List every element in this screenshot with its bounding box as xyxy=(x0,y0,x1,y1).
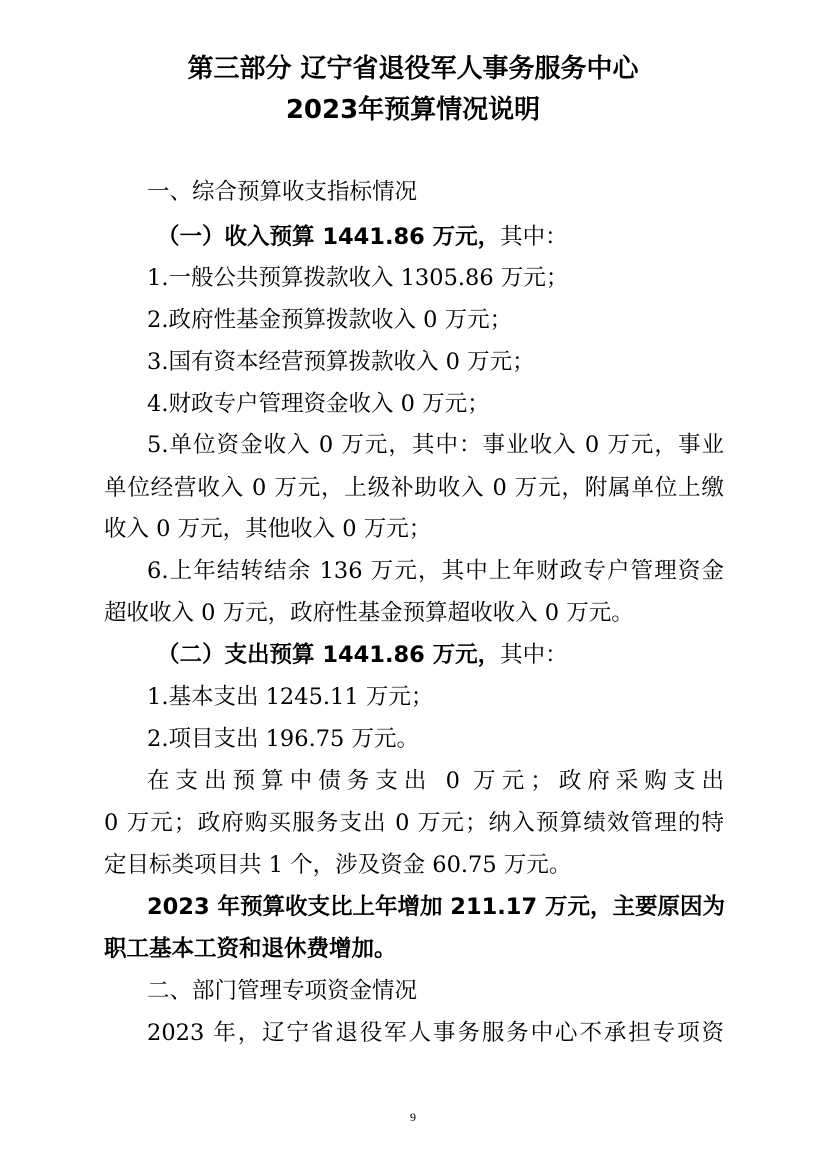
expense-heading-rest: 其中： xyxy=(500,642,568,668)
page-title-line1: 第三部分 辽宁省退役军人事务服务中心 xyxy=(187,54,639,84)
income-item-5-line3: 收入 0 万元，其他收入 0 万元； xyxy=(104,516,432,542)
income-item-5-line2: 单位经营收入 0 万元，上级补助收入 0 万元，附属单位上缴 xyxy=(104,475,724,501)
income-item-2: 2.政府性基金预算拨款收入 0 万元； xyxy=(147,307,513,333)
section2-line1: 2023 年，辽宁省退役军人事务服务中心不承担专项资 xyxy=(147,1020,724,1046)
section1-heading: 一、综合预算收支指标情况 xyxy=(147,179,418,205)
page-title-line2: 2023年预算情况说明 xyxy=(285,95,541,125)
section2-heading: 二、部门管理专项资金情况 xyxy=(147,978,418,1004)
income-item-1: 1.一般公共预算拨款收入 1305.86 万元； xyxy=(147,265,569,291)
expense-item-1: 1.基本支出 1245.11 万元； xyxy=(147,684,434,710)
expense-note-line1: 在支出预算中债务支出 0 万元；政府采购支出 xyxy=(147,768,724,794)
income-item-6-line1: 6.上年结转结余 136 万元，其中上年财政专户管理资金 xyxy=(147,558,724,584)
expense-item-2: 2.项目支出 196.75 万元。 xyxy=(147,726,419,752)
expense-note-line3: 定目标类项目共 1 个，涉及资金 60.75 万元。 xyxy=(104,852,572,878)
page-number: 9 xyxy=(410,1110,416,1124)
income-heading-rest: 其中： xyxy=(500,224,568,250)
income-heading xyxy=(157,226,777,249)
summary-line1: 2023 年预算收支比上年增加 211.17 万元，主要原因为 xyxy=(147,894,725,920)
income-item-3: 3.国有资本经营预算拨款收入 0 万元； xyxy=(147,349,535,375)
income-item-6-line2: 超收收入 0 万元，政府性基金预算超收收入 0 万元。 xyxy=(104,600,634,626)
expense-heading-bold: （二）支出预算 1441.86 万元， xyxy=(157,642,501,668)
summary-line2: 职工基本工资和退休费增加。 xyxy=(104,936,397,962)
income-item-5-line1: 5.单位资金收入 0 万元，其中：事业收入 0 万元，事业 xyxy=(147,432,724,458)
expense-note-line2: 0 万元；政府购买服务支出 0 万元；纳入预算绩效管理的特 xyxy=(104,810,724,836)
income-heading-bold: （一）收入预算 1441.86 万元， xyxy=(157,224,501,250)
expense-heading xyxy=(157,644,777,667)
income-item-4: 4.财政专户管理资金收入 0 万元； xyxy=(147,391,490,417)
